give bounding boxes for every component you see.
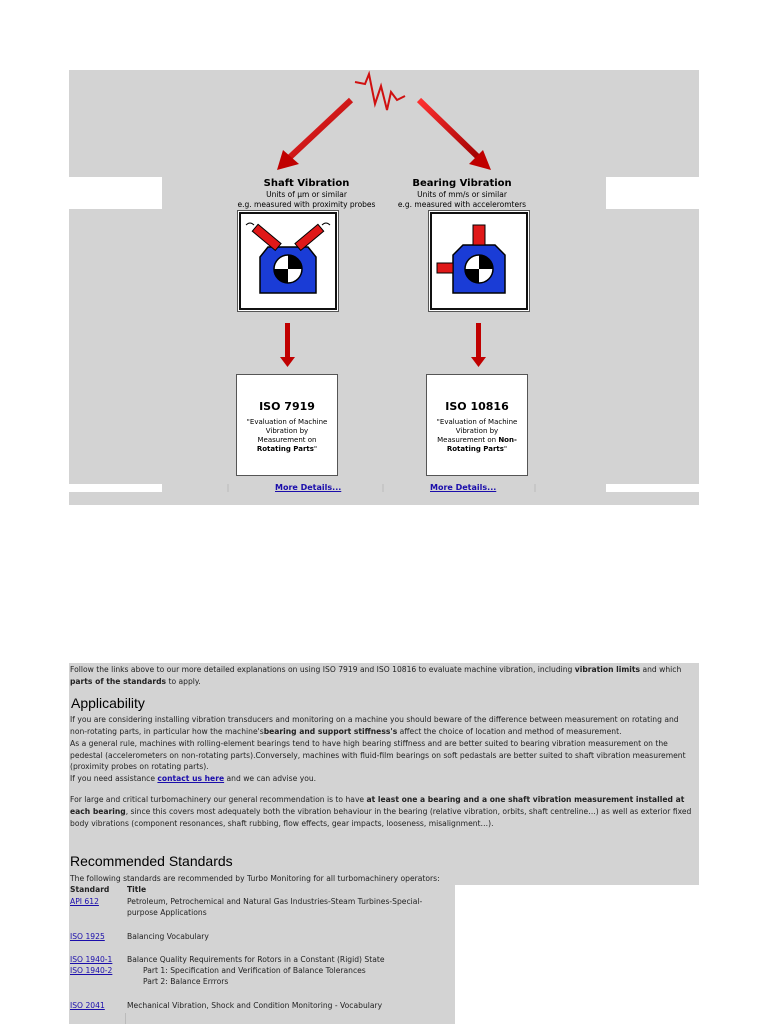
applicability-p3-end: and we can advise you. [224, 774, 317, 784]
applicability-p2: As a general rule, machines with rolling-element bearings tend to have high bearing stiffness and are better suited to bearing vibration measurement on the pedestal (accelerometers on non-rotating parts).Conversely, machines with fluid-film bearings on soft pedastals are better suited to shaft vibration measurement (proximity probes on rotating parts). [70, 738, 686, 772]
applicability-p3-text: If you need assistance [70, 774, 158, 784]
iso-10816-desc-bold: Non-Rotating Parts [446, 436, 517, 453]
standard-link-iso-2041[interactable]: ISO 2041 [70, 1001, 105, 1010]
standard-title: Balancing Vocabulary [127, 932, 209, 941]
bearing-accelerometer-machine-icon [428, 210, 530, 312]
standard-title: Mechanical Vibration, Shock and Condition Monitoring - Vocabulary [127, 1001, 383, 1010]
applicability-heading: Applicability [71, 694, 145, 711]
bearing-vibration-method: e.g. measured with acceleromters [397, 200, 527, 209]
applicability-p1-end: affect the choice of location and method of measurement. [397, 726, 622, 736]
intro-bold-parts: parts of the standards [70, 676, 167, 686]
intro-paragraph [70, 664, 698, 688]
bearing-vibration-title: Bearing Vibration [412, 178, 512, 189]
applicability-p1-bold: bearing and support stiffness's [263, 726, 398, 736]
vibration-signal-icon [355, 74, 405, 110]
paragraph-gap [70, 785, 698, 794]
iso-7919-description [237, 418, 337, 454]
intro-text-2: and which [640, 665, 682, 674]
standard-title: Part 2: Balance Errrors [143, 977, 229, 986]
iso-7919-desc-end: " [313, 445, 318, 453]
applicability-p3 [70, 773, 698, 785]
iso-10816-desc-text: "Evaluation of Machine Vibration by Measurement on [436, 418, 518, 444]
standard-title: Petroleum, Petrochemical and Natural Gas Industries-Steam Turbines-Special-purpose Applications [127, 897, 423, 917]
arrow-down-right-icon [471, 323, 486, 367]
contact-us-link[interactable]: contact us here [157, 774, 225, 784]
shaft-probe-machine-icon [237, 210, 339, 312]
shaft-vibration-units: Units of µm or similar [266, 190, 347, 199]
applicability-p4 [70, 794, 698, 830]
recommended-intro: The following standards are recommended by Turbo Monitoring for all turbomachinery operators: [70, 874, 440, 883]
intro-text-1: Follow the links above to our more detailed explanations on using ISO 7919 and ISO 10816 to evaluate machine vibration, including [70, 665, 575, 674]
bearing-vibration-units: Units of mm/s or similar [417, 190, 507, 199]
article-body [69, 663, 699, 885]
col-title-header: Title [127, 885, 147, 894]
iso-10816-card [426, 374, 528, 476]
col-standard-header: Standard [70, 885, 110, 894]
shaft-vibration-method: e.g. measured with proximity probes [237, 200, 376, 209]
applicability-p4-text: For large and critical turbomachinery our general recommendation is to have [70, 795, 367, 805]
iso-7919-desc-bold: Rotating Parts [256, 445, 314, 453]
vibration-diagram [69, 70, 699, 505]
more-details-shaft-link[interactable]: More Details... [275, 483, 342, 492]
recommended-standards-heading: Recommended Standards [70, 853, 233, 869]
iso-7919-card [236, 374, 338, 476]
standard-title: Part 1: Specification and Verification of Balance Tolerances [143, 966, 366, 975]
applicability-p1 [70, 714, 698, 738]
applicability-p4-end: , since this covers most adequately both the vibration behaviour in the bearing (relative vibration, orbits, shaft centreline…) as well as exterior fixed body vibrations (component resonances, shaft rubbing, flow effects, gear impacts, looseness, misalignment…). [70, 807, 692, 829]
applicability-p4-bold: at least one a bearing and a one shaft vibration measurement installed at each bearing [70, 795, 685, 817]
diagram-graphics [69, 70, 699, 505]
intro-text-3: to apply. [166, 676, 201, 686]
arrow-to-shaft-icon [277, 100, 351, 170]
iso-7919-number: ISO 7919 [259, 400, 315, 413]
table-divider [125, 1013, 126, 1024]
iso-10816-description [427, 418, 527, 454]
standard-link-api-612[interactable]: API 612 [70, 897, 99, 906]
standard-link-iso-1940-1[interactable]: ISO 1940-1 [70, 955, 113, 964]
bearing-vibration-header [387, 178, 537, 210]
arrow-down-left-icon [280, 323, 295, 367]
iso-7919-desc-text: "Evaluation of Machine Vibration by Measurement on [246, 418, 328, 444]
standard-link-iso-1925[interactable]: ISO 1925 [70, 932, 105, 941]
shaft-vibration-header [219, 178, 394, 210]
iso-10816-desc-end: " [503, 445, 508, 453]
iso-10816-number: ISO 10816 [445, 400, 509, 413]
standards-table [69, 885, 455, 1024]
standard-title: Balance Quality Requirements for Rotors in a Constant (Rigid) State [127, 955, 385, 964]
arrow-to-bearing-icon [419, 100, 491, 170]
shaft-vibration-title: Shaft Vibration [263, 178, 350, 189]
standard-link-iso-1940-2[interactable]: ISO 1940-2 [70, 966, 113, 975]
intro-bold-vibration-limits: vibration limits [574, 665, 641, 674]
applicability-p1-text: If you are considering installing vibration transducers and monitoring on a machine you should beware of the difference between measurement on rotating and non-rotating parts, in particular how the machine's [70, 714, 679, 736]
more-details-bearing-link[interactable]: More Details... [430, 483, 497, 492]
